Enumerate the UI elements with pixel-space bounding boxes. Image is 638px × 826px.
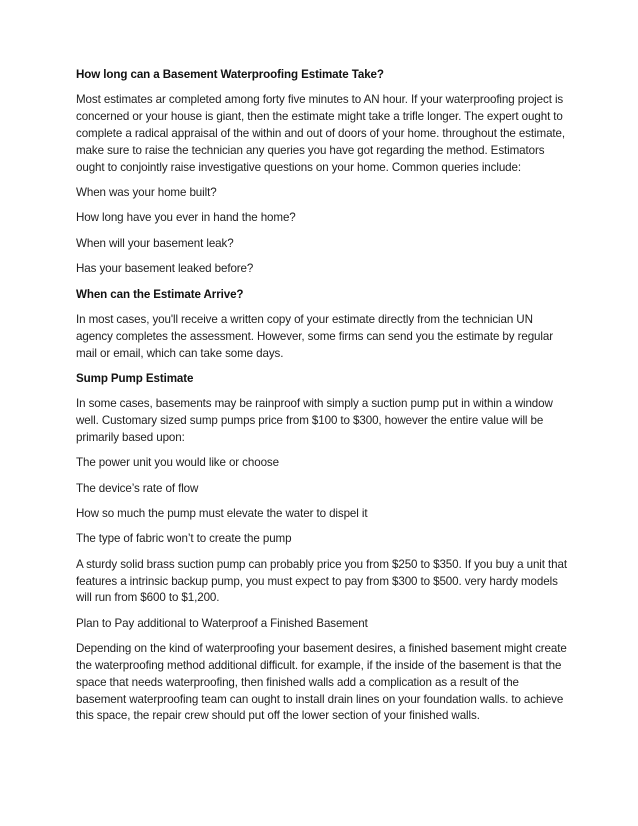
- paragraph-finished-basement: Depending on the kind of waterproofing your basement desires, a finished basement might create the waterproofing method additional difficult. for example, if the inside of the basement is that the space that needs waterproofing, then finished walls add a complication as a result of the basement waterproofing team can ought to install drain lines on your foundation walls. to achieve this space, the repair crew should put off the lower section of your finished walls.: [76, 642, 567, 723]
- question-leaked-before: Has your basement leaked before?: [76, 262, 254, 276]
- factor-elevation: How so much the pump must elevate the water to dispel it: [76, 507, 368, 521]
- question-owned-home: How long have you ever in hand the home?: [76, 211, 296, 225]
- factor-flow-rate: The device’s rate of flow: [76, 481, 199, 495]
- paragraph-estimate-arrival: In most cases, you'll receive a written copy of your estimate directly from the technician UN agency completes the assessment. However, some firms can send you the estimate by regular mail or email, which can take some days.: [76, 312, 553, 360]
- heading-sump-pump: Sump Pump Estimate: [76, 371, 194, 385]
- factor-material: The type of fabric won’t to create the pump: [76, 532, 292, 546]
- paragraph-sump-pump: In some cases, basements may be rainproof with simply a suction pump put in within a window well. Customary sized sump pumps price from $100 to $300, however the entire value will be primarily based upon:: [76, 397, 553, 444]
- heading-estimate-arrival: When can the Estimate Arrive?: [76, 287, 244, 301]
- question-basement-leak: When will your basement leak?: [76, 236, 234, 250]
- heading-estimate-duration: How long can a Basement Waterproofing Estimate Take?: [76, 68, 384, 81]
- paragraph-brass-pump: A sturdy solid brass suction pump can probably price you from $250 to $350. If you buy a unit that features a intrinsic backup pump, you must expect to pay from $300 to $500. very hardy models will run from $600 to $1,200.: [76, 557, 567, 605]
- paragraph-finished-basement-title: Plan to Pay additional to Waterproof a Finished Basement: [76, 616, 368, 630]
- question-home-built: When was your home built?: [76, 185, 217, 199]
- document-body: [76, 67, 572, 734]
- factor-power-unit: The power unit you would like or choose: [76, 456, 279, 470]
- paragraph-estimate-duration: Most estimates ar completed among forty five minutes to AN hour. If your waterproofing project is concerned or your house is giant, then the estimate might take a trifle longer. The expert ought to complete a radical appraisal of the within and out of doors of your home. throughout the estimate, make sure to raise the technician any queries you have got regarding the method. Estimators ought to conjointly raise investigative questions on your home. Common queries include:: [76, 93, 566, 174]
